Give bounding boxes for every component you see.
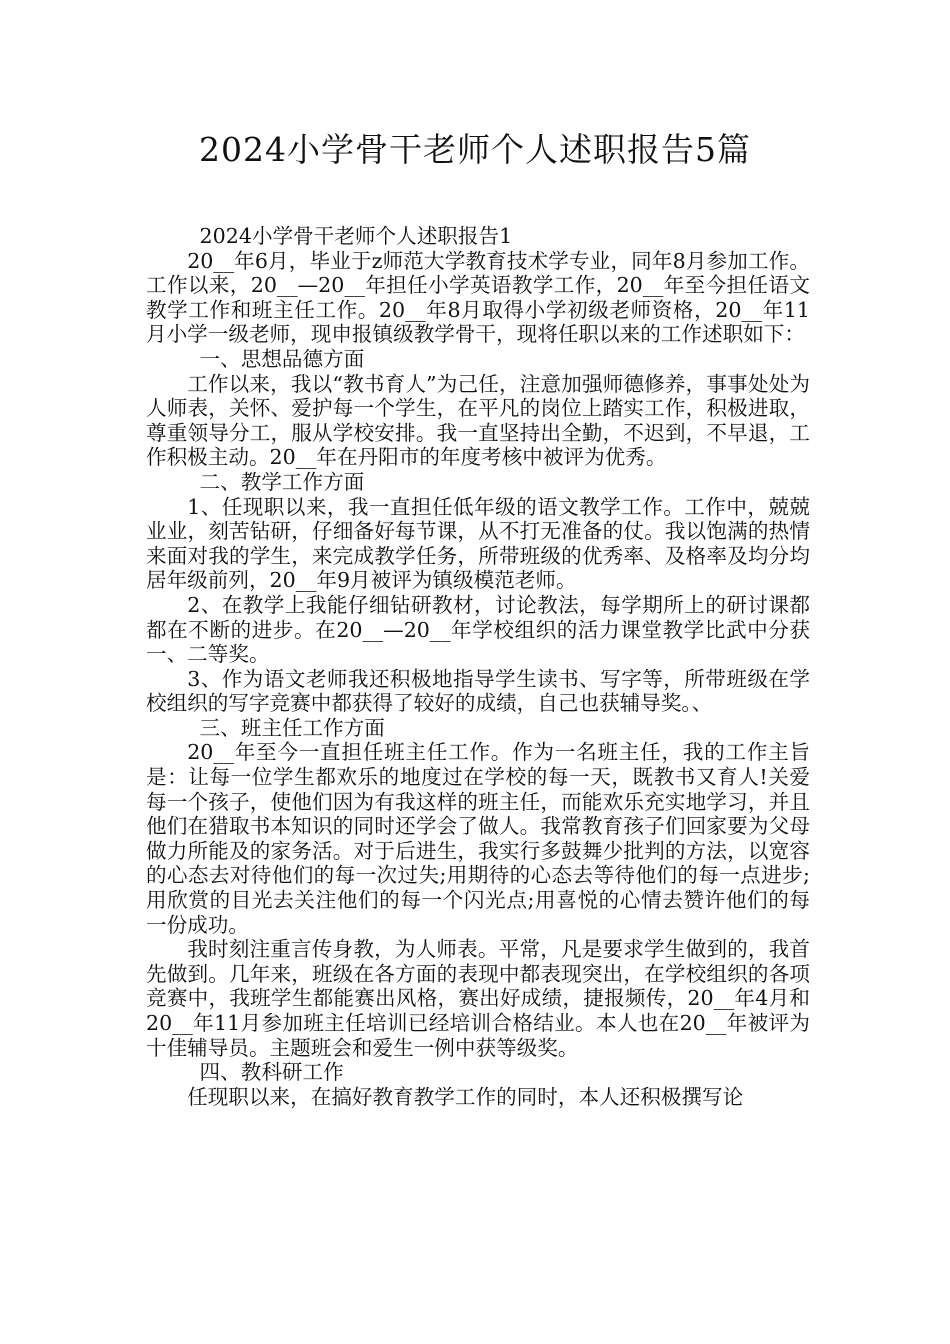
section-heading: 三、班主任工作方面 — [199, 715, 385, 740]
section-heading: 二、教学工作方面 — [199, 469, 365, 494]
paragraph: 我时刻注重言传身教，为人师表。平常，凡是要求学生做到的，我首先做到。几年来，班级在各方面的表现中都表现突出，在学校组织的各项竞赛中，我班学生都能赛出风格，赛出好成绩，捷报频传，20__年4月和20__年11月参加班主任培训已经培训合格结业。本人也在20__年被评为十佳辅导员。主题班会和爱生一例中获等级奖。 — [146, 937, 810, 1060]
paragraph: 20__年6月，毕业于z师范大学教育技术学专业，同年8月参加工作。工作以来，20__—20__年担任小学英语教学工作，20__年至今担任语文教学工作和班主任工作。20__年8月取得小学初级老师资格，20__年11月小学一级老师，现申报镇级教学骨干，现将任职以来的工作述职如下： — [146, 248, 810, 347]
section-heading: 四、教科研工作 — [199, 1060, 344, 1085]
paragraph: 1、任现职以来，我一直担任低年级的语文教学工作。工作中，兢兢业业，刻苦钻研，仔细备好每节课，从不打无准备的仗。我以饱满的热情来面对我的学生，来完成教学任务，所带班级的优秀率、及格率及均分均居年级前列，20__年9月被评为镇级模范老师。 — [146, 494, 810, 593]
paragraph: 3、作为语文老师我还积极地指导学生读书、写字等，所带班级在学校组织的写字竞赛中都获得了较好的成绩，自己也获辅导奖。、 — [146, 666, 810, 716]
paragraph: 2、在教学上我能仔细钻研教材，讨论教法，每学期所上的研讨课都都在不断的进步。在20__—20__年学校组织的活力课堂教学比武中分获一、二等奖。 — [146, 592, 810, 667]
paragraph: 工作以来，我以“教书育人”为己任，注意加强师德修养，事事处处为人师表，关怀、爱护每一个学生，在平凡的岗位上踏实工作，积极进取，尊重领导分工，服从学校安排。我一直坚持出全勤，不迟到，不早退，工作积极主动。20__年在丹阳市的年度考核中被评为优秀。 — [146, 371, 810, 470]
paragraph: 20__年至今一直担任班主任工作。作为一名班主任，我的工作主旨是：让每一位学生都欢乐的地度过在学校的每一天，既教书又育人!关爱每一个孩子，使他们因为有我这样的班主任，而能欢乐充实地学习，并且他们在猎取书本知识的同时还学会了做人。我常教育孩子们回家要为父母做力所能及的家务活。对于后进生，我实行多鼓舞少批判的方法，以宽容的心态去对待他们的每一次过失;用期待的心态去等待他们的每一点进步;用欣赏的目光去关注他们的每一个闪光点;用喜悦的心情去赞许他们的每一份成功。 — [146, 740, 810, 937]
section-heading: 2024小学骨干老师个人述职报告1 — [199, 224, 513, 248]
document-body — [146, 224, 810, 1109]
page-title: 2024小学骨干老师个人述职报告5篇 — [199, 130, 751, 169]
paragraph: 任现职以来，在搞好教育教学工作的同时，本人还积极撰写论 — [187, 1084, 744, 1109]
section-heading: 一、思想品德方面 — [199, 346, 365, 371]
